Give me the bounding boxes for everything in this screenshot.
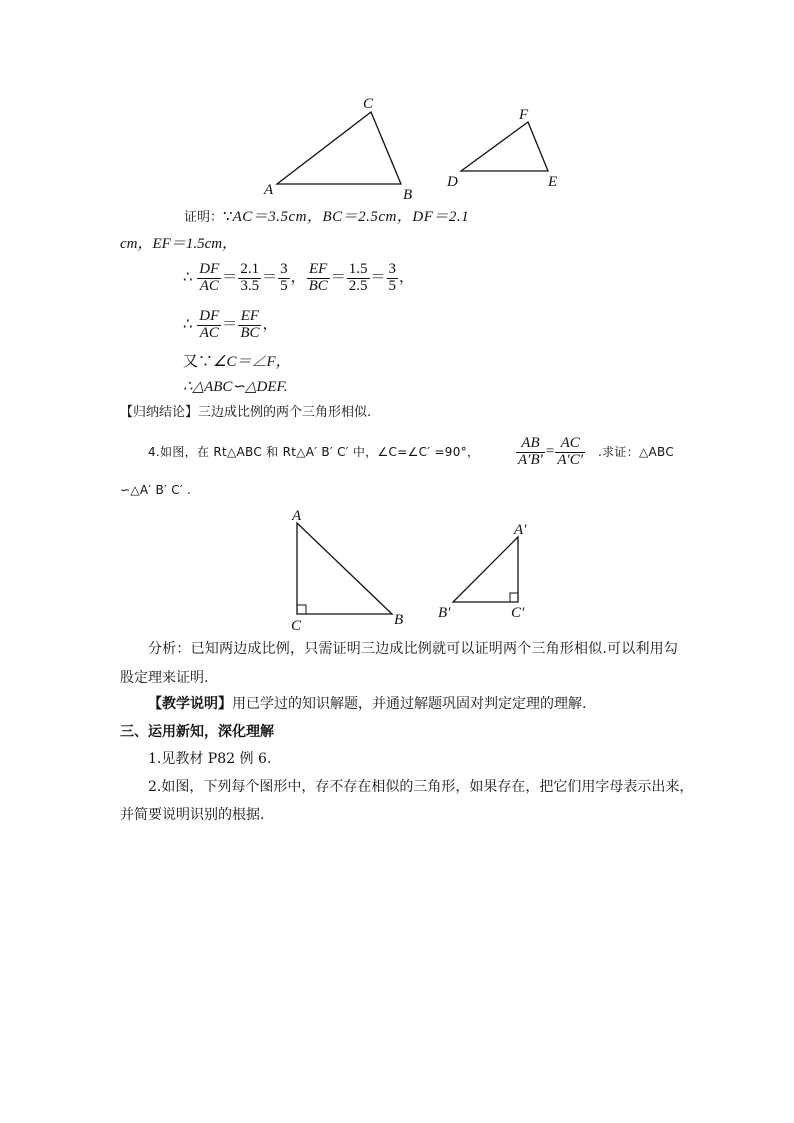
teaching-note [148,697,586,711]
item-2-line1: 2.如图，下列每个图形中，存不存在相似的三角形，如果存在，把它们用字母表示出来， [148,779,694,795]
label-a-2: A [292,508,302,524]
section-3-title: 三、运用新知，深化理解 [120,724,274,740]
teaching-note-text: 用已学过的知识解题，并通过解题巩固对判定定理的理解. [232,696,587,712]
triangle-def [461,122,548,171]
proof-given-line1 [184,210,469,225]
label-a: A [264,182,274,198]
again-because: 又∵ [183,354,214,370]
figure-triangles-abc-def [0,0,794,210]
q4-suffix: .求证：△ABC [598,445,675,459]
right-triangle-prime [453,537,518,602]
label-e: E [548,174,558,190]
label-cprime: C′ [511,605,525,621]
fraction-3-5-b: $\frac{3}{5}$ [388,261,397,294]
teaching-note-label: 【教学说明】 [148,696,232,712]
figure-right-triangles [0,500,794,640]
label-d: D [447,174,458,190]
item-1: 1.见教材 P82 例 6. [148,751,272,767]
proof-conclusion: ∴△ABC∽△DEF. [183,379,288,395]
proof-ratio-equal-line: ∴ $\frac{DF}{AC}$ ＝ $\frac{EF}{BC}$ ， [183,308,278,341]
item-2-line2: 并简要说明识别的根据. [120,807,265,823]
fraction-ac-aprime-cprime: $\frac{AC}{A'C'}$ [557,435,584,468]
fraction-ef-bc-2: $\frac{EF}{BC}$ [240,308,260,341]
proof-angle-line [183,355,291,370]
angle-equality: ∠C＝∠F， [213,354,291,370]
label-c: C [363,96,374,112]
right-angle-mark-c [297,605,306,614]
given-values-2: cm，EF＝1.5cm， [120,236,238,252]
given-values-1: AC＝3.5cm，BC＝2.5cm，DF＝2.1 [232,209,470,225]
question-4-line1 [148,446,479,458]
analysis-line2: 股定理来证明. [120,670,209,686]
analysis-line1: 分析：已知两边成比例，只需证明三边成比例就可以证明两个三角形相似.可以利用勾 [148,641,679,657]
because-symbol: ∵ [223,209,233,225]
question-4-line2: ∽△A′ B′ C′ . [120,483,192,497]
fraction-ef-bc: $\frac{EF}{BC}$ [308,261,328,294]
right-triangle-abc [297,523,392,614]
summary-line [120,406,371,419]
q4-prefix: 4.如图，在 Rt△ABC 和 Rt△A′ B′ C′ 中，∠C=∠C′ =90°， [148,445,480,459]
proof-ratios-line: ∴ $\frac{DF}{AC}$ ＝ $\frac{2.1}{3.5}$ ＝ $\frac{3}{5}$ ， $\frac{EF}{BC}$ ＝ $\frac{1.5}{2.5}$ ＝ $\frac{3}{5}$ ， [183,261,415,294]
summary-text: 三边成比例的两个三角形相似. [198,405,372,420]
label-aprime: A′ [514,522,527,538]
fraction-df-ac: $\frac{DF}{AC}$ [199,261,220,294]
right-angle-mark-cprime [510,593,518,602]
fraction-2-1-3-5: $\frac{2.1}{3.5}$ [240,261,260,294]
summary-label: 【归纳结论】 [120,405,199,420]
therefore-symbol: ∴ [183,269,193,286]
fraction-3-5-a: $\frac{3}{5}$ [280,261,288,294]
fraction-df-ac-2: $\frac{DF}{AC}$ [199,308,220,341]
proof-label: 证明： [184,210,224,225]
fraction-1-5-2-5: $\frac{1.5}{2.5}$ [348,261,368,294]
label-f: F [519,107,529,123]
proof-given-line2 [120,237,237,252]
fraction-ab-aprime-bprime: $\frac{AB}{A'B'}$ [518,435,543,468]
label-b: B [403,187,413,203]
label-bprime: B′ [438,605,451,621]
label-b-2: B [394,612,404,628]
label-c-2: C [291,618,302,634]
q4-proportion: $\frac{AB}{A'B'}$ = $\frac{AC}{A'C'}$ [518,435,584,468]
triangle-abc [277,112,401,184]
